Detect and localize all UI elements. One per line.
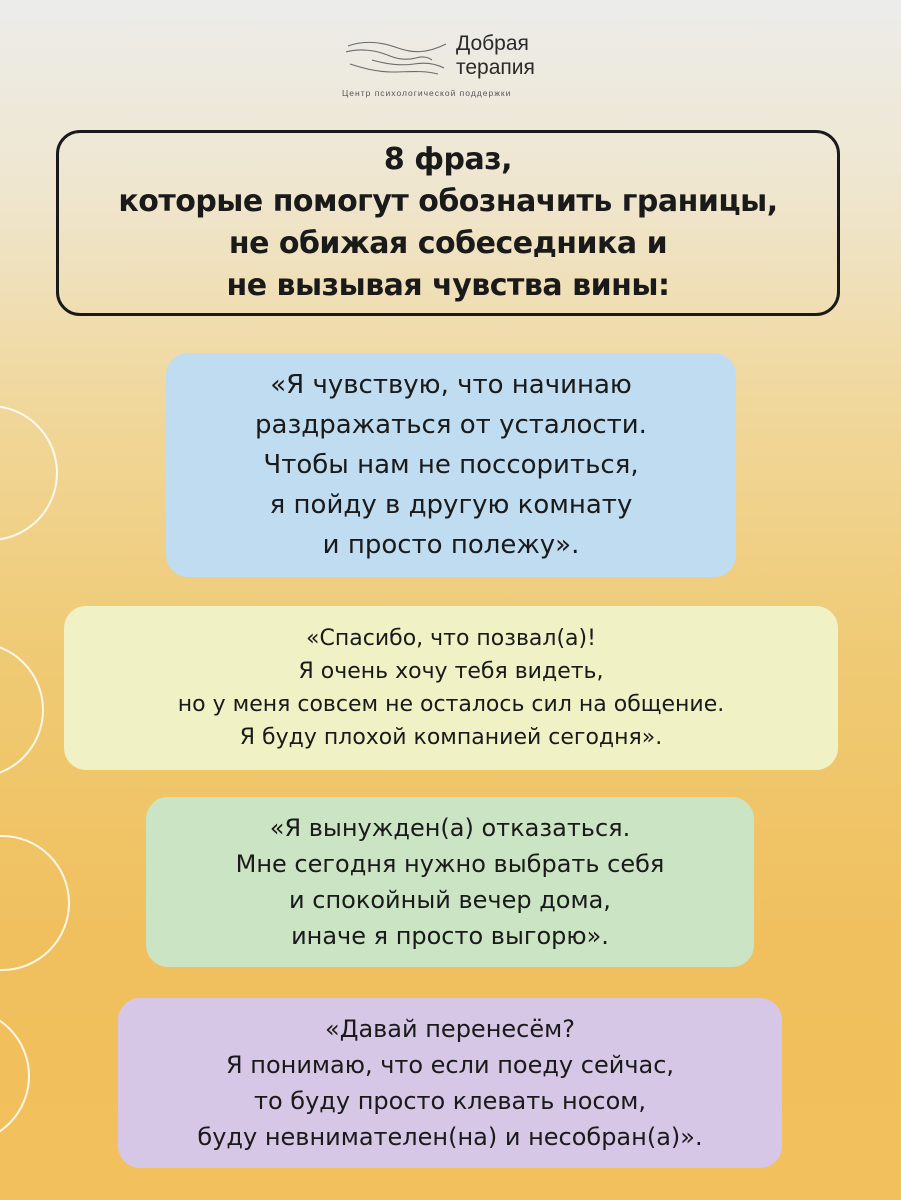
phrase-text: «Я чувствую, что начинаю раздражаться от усталости. Чтобы нам не поссориться, я пойду в другую комнату и просто полежу». — [255, 370, 647, 560]
phrase-card — [146, 797, 754, 967]
decorative-circle — [0, 405, 58, 541]
decorative-circle — [0, 642, 44, 778]
title-box — [56, 130, 840, 316]
hands-icon — [342, 34, 452, 80]
decorative-circle — [0, 1008, 30, 1144]
phrase-card — [166, 353, 736, 577]
phrase-text: «Я вынужден(а) отказаться. Мне сегодня нужно выбрать себя и спокойный вечер дома, иначе я просто выгорю». — [235, 814, 665, 950]
phrase-text: «Давай перенесём? Я понимаю, что если поеду сейчас, то буду просто клевать носом, буду невнимателен(на) и несобран(а)». — [197, 1015, 703, 1151]
logo — [340, 30, 570, 102]
page-title: 8 фраз, которые помогут обозначить границы, не обижая собеседника и не вызывая чувства вины: — [118, 142, 778, 303]
logo-tagline: Центр психологической поддержки — [342, 88, 512, 98]
phrase-text: «Спасибо, что позвал(а)! Я очень хочу тебя видеть, но у меня совсем не осталось сил на общение. Я буду плохой компанией сегодня». — [177, 626, 725, 750]
phrase-card — [118, 998, 782, 1168]
decorative-circle — [0, 835, 70, 971]
phrase-card — [64, 606, 838, 770]
logo-name: Добрая терапия — [456, 32, 535, 79]
